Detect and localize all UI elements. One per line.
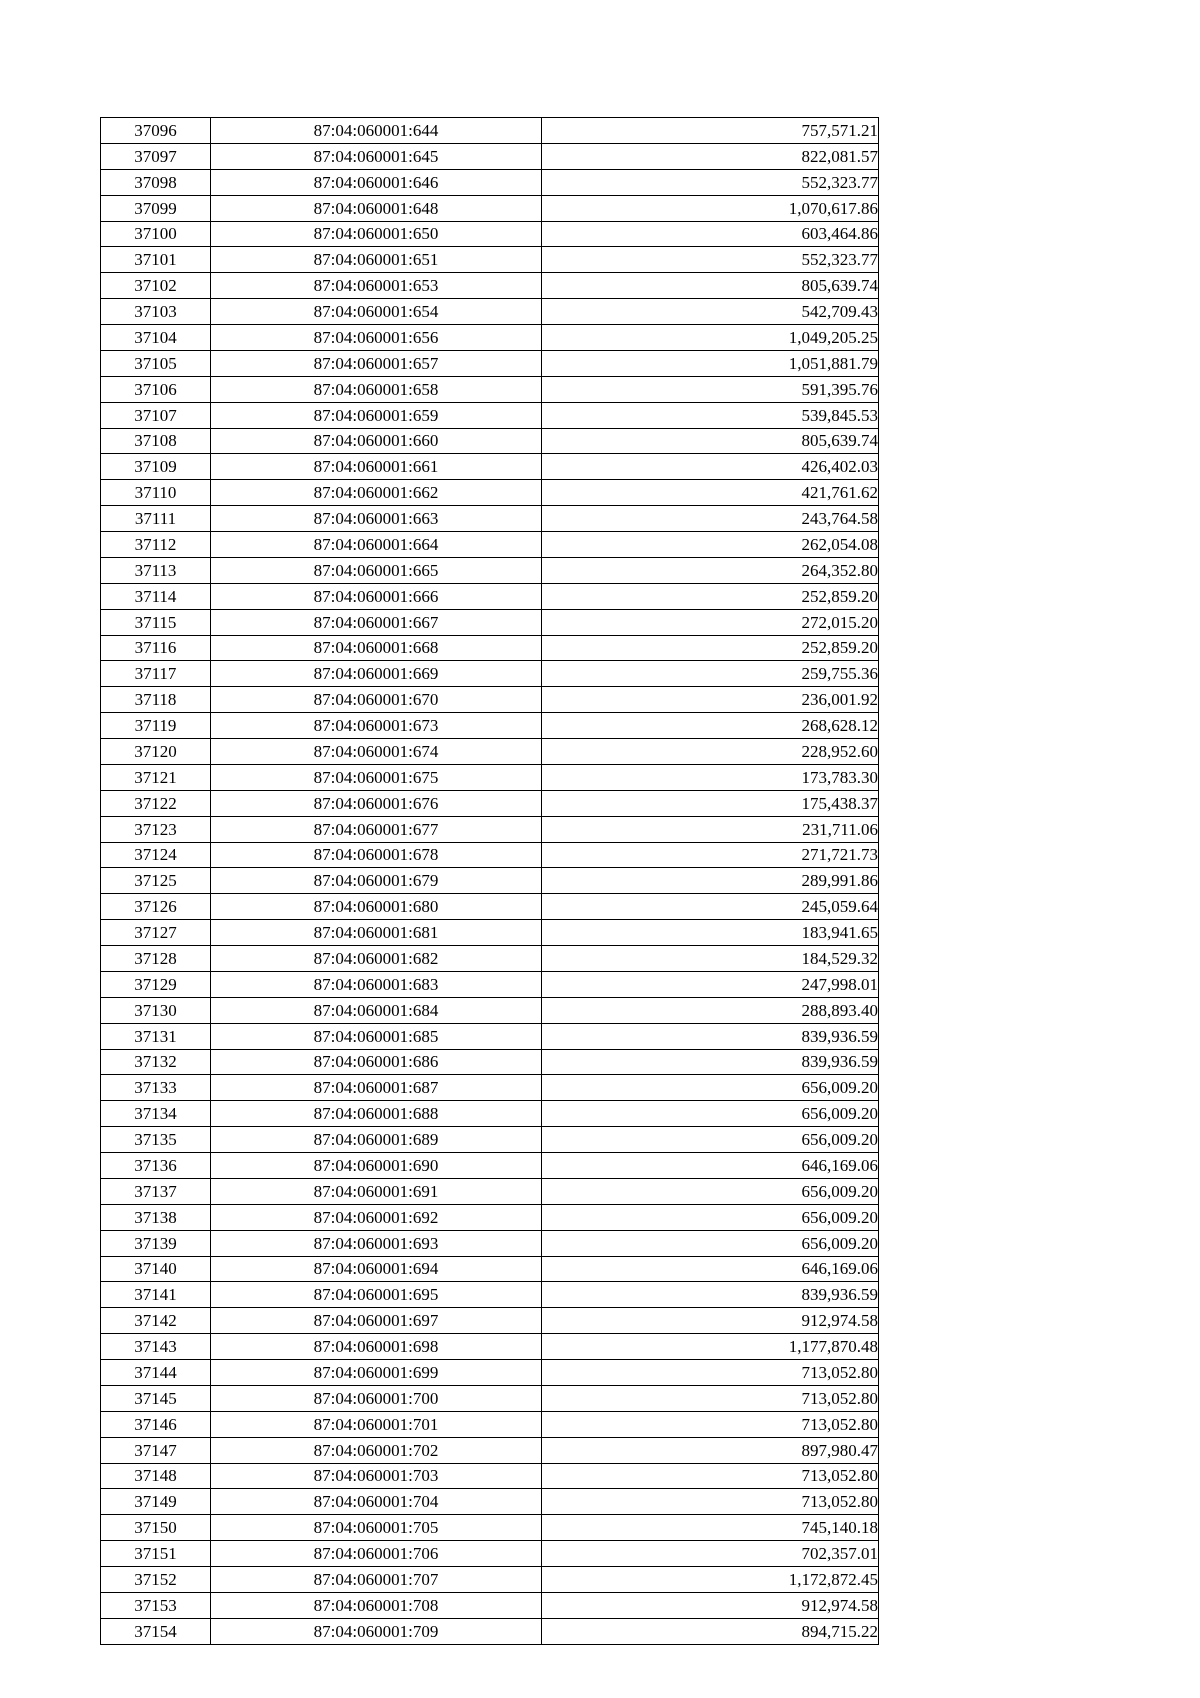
row-number: 37146 — [101, 1411, 211, 1437]
cadastral-value: 264,352.80 — [542, 557, 879, 583]
cadastral-value: 1,172,872.45 — [542, 1567, 879, 1593]
table-row — [101, 532, 879, 558]
row-number: 37141 — [101, 1282, 211, 1308]
row-number: 37119 — [101, 713, 211, 739]
cadastral-value: 745,140.18 — [542, 1515, 879, 1541]
row-number: 37126 — [101, 894, 211, 920]
cadastral-value: 713,052.80 — [542, 1463, 879, 1489]
cadastral-value: 271,721.73 — [542, 842, 879, 868]
table-row — [101, 1515, 879, 1541]
cadastral-number: 87:04:060001:646 — [211, 169, 542, 195]
cadastral-number: 87:04:060001:651 — [211, 247, 542, 273]
table-row — [101, 1101, 879, 1127]
cadastral-value: 552,323.77 — [542, 247, 879, 273]
cadastral-value: 839,936.59 — [542, 1049, 879, 1075]
row-number: 37110 — [101, 480, 211, 506]
cadastral-value: 646,169.06 — [542, 1256, 879, 1282]
table-row — [101, 1592, 879, 1618]
row-number: 37134 — [101, 1101, 211, 1127]
cadastral-value: 552,323.77 — [542, 169, 879, 195]
table-row — [101, 687, 879, 713]
row-number: 37140 — [101, 1256, 211, 1282]
cadastral-value: 1,070,617.86 — [542, 195, 879, 221]
cadastral-number: 87:04:060001:675 — [211, 764, 542, 790]
table-row — [101, 1049, 879, 1075]
cadastral-number: 87:04:060001:708 — [211, 1592, 542, 1618]
cadastral-number: 87:04:060001:667 — [211, 609, 542, 635]
row-number: 37143 — [101, 1334, 211, 1360]
table-row — [101, 350, 879, 376]
cadastral-value: 288,893.40 — [542, 997, 879, 1023]
row-number: 37124 — [101, 842, 211, 868]
cadastral-number: 87:04:060001:673 — [211, 713, 542, 739]
cadastral-value: 713,052.80 — [542, 1411, 879, 1437]
row-number: 37100 — [101, 221, 211, 247]
cadastral-value: 183,941.65 — [542, 920, 879, 946]
table-row — [101, 1075, 879, 1101]
cadastral-number: 87:04:060001:653 — [211, 273, 542, 299]
cadastral-number: 87:04:060001:662 — [211, 480, 542, 506]
cadastral-number: 87:04:060001:677 — [211, 816, 542, 842]
row-number: 37096 — [101, 118, 211, 144]
table-row — [101, 816, 879, 842]
cadastral-number: 87:04:060001:695 — [211, 1282, 542, 1308]
cadastral-number: 87:04:060001:669 — [211, 661, 542, 687]
table-row — [101, 118, 879, 144]
table-row — [101, 946, 879, 972]
cadastral-value: 656,009.20 — [542, 1127, 879, 1153]
table-row — [101, 1567, 879, 1593]
cadastral-number: 87:04:060001:699 — [211, 1360, 542, 1386]
cadastral-value: 656,009.20 — [542, 1101, 879, 1127]
row-number: 37103 — [101, 299, 211, 325]
table-row — [101, 143, 879, 169]
row-number: 37099 — [101, 195, 211, 221]
cadastral-number: 87:04:060001:683 — [211, 971, 542, 997]
cadastral-value: 805,639.74 — [542, 273, 879, 299]
cadastral-number: 87:04:060001:688 — [211, 1101, 542, 1127]
cadastral-number: 87:04:060001:679 — [211, 868, 542, 894]
row-number: 37113 — [101, 557, 211, 583]
row-number: 37101 — [101, 247, 211, 273]
table-row — [101, 454, 879, 480]
cadastral-number: 87:04:060001:703 — [211, 1463, 542, 1489]
row-number: 37115 — [101, 609, 211, 635]
cadastral-number: 87:04:060001:704 — [211, 1489, 542, 1515]
cadastral-value: 184,529.32 — [542, 946, 879, 972]
cadastral-value: 245,059.64 — [542, 894, 879, 920]
cadastral-value: 646,169.06 — [542, 1153, 879, 1179]
table-row — [101, 195, 879, 221]
cadastral-value: 262,054.08 — [542, 532, 879, 558]
table-row — [101, 480, 879, 506]
row-number: 37112 — [101, 532, 211, 558]
table-row — [101, 1360, 879, 1386]
table-row — [101, 997, 879, 1023]
cadastral-value: 228,952.60 — [542, 739, 879, 765]
row-number: 37130 — [101, 997, 211, 1023]
cadastral-number: 87:04:060001:687 — [211, 1075, 542, 1101]
cadastral-value: 426,402.03 — [542, 454, 879, 480]
table-row — [101, 221, 879, 247]
table-row — [101, 739, 879, 765]
cadastral-value: 656,009.20 — [542, 1230, 879, 1256]
table-row — [101, 1489, 879, 1515]
cadastral-number: 87:04:060001:678 — [211, 842, 542, 868]
cadastral-number: 87:04:060001:685 — [211, 1023, 542, 1049]
cadastral-value: 252,859.20 — [542, 635, 879, 661]
cadastral-number: 87:04:060001:660 — [211, 428, 542, 454]
cadastral-value: 421,761.62 — [542, 480, 879, 506]
table-row — [101, 299, 879, 325]
cadastral-value: 1,051,881.79 — [542, 350, 879, 376]
row-number: 37147 — [101, 1437, 211, 1463]
cadastral-number: 87:04:060001:692 — [211, 1204, 542, 1230]
table-row — [101, 506, 879, 532]
cadastral-value: 757,571.21 — [542, 118, 879, 144]
row-number: 37097 — [101, 143, 211, 169]
table-row — [101, 920, 879, 946]
table-row — [101, 1385, 879, 1411]
row-number: 37127 — [101, 920, 211, 946]
cadastral-value: 912,974.58 — [542, 1592, 879, 1618]
cadastral-number: 87:04:060001:657 — [211, 350, 542, 376]
table-row — [101, 169, 879, 195]
table-row — [101, 1256, 879, 1282]
cadastral-value: 252,859.20 — [542, 583, 879, 609]
cadastral-value: 173,783.30 — [542, 764, 879, 790]
cadastral-number: 87:04:060001:658 — [211, 376, 542, 402]
cadastral-value: 243,764.58 — [542, 506, 879, 532]
table-row — [101, 1178, 879, 1204]
cadastral-value: 268,628.12 — [542, 713, 879, 739]
row-number: 37144 — [101, 1360, 211, 1386]
row-number: 37104 — [101, 325, 211, 351]
cadastral-number: 87:04:060001:665 — [211, 557, 542, 583]
cadastral-number: 87:04:060001:694 — [211, 1256, 542, 1282]
cadastral-value: 175,438.37 — [542, 790, 879, 816]
row-number: 37108 — [101, 428, 211, 454]
table-row — [101, 402, 879, 428]
table-row — [101, 557, 879, 583]
cadastral-value: 713,052.80 — [542, 1489, 879, 1515]
row-number: 37131 — [101, 1023, 211, 1049]
cadastral-number: 87:04:060001:676 — [211, 790, 542, 816]
row-number: 37107 — [101, 402, 211, 428]
row-number: 37106 — [101, 376, 211, 402]
table-row — [101, 1334, 879, 1360]
cadastral-number: 87:04:060001:654 — [211, 299, 542, 325]
table-body — [101, 118, 879, 1645]
row-number: 37098 — [101, 169, 211, 195]
table-row — [101, 1153, 879, 1179]
row-number: 37120 — [101, 739, 211, 765]
cadastral-number: 87:04:060001:701 — [211, 1411, 542, 1437]
cadastral-number: 87:04:060001:648 — [211, 195, 542, 221]
cadastral-number: 87:04:060001:663 — [211, 506, 542, 532]
row-number: 37137 — [101, 1178, 211, 1204]
table-row — [101, 1230, 879, 1256]
cadastral-value: 542,709.43 — [542, 299, 879, 325]
row-number: 37153 — [101, 1592, 211, 1618]
table-row — [101, 583, 879, 609]
cadastral-number: 87:04:060001:674 — [211, 739, 542, 765]
row-number: 37122 — [101, 790, 211, 816]
row-number: 37138 — [101, 1204, 211, 1230]
cadastral-number: 87:04:060001:698 — [211, 1334, 542, 1360]
table-row — [101, 790, 879, 816]
table-row — [101, 635, 879, 661]
table-row — [101, 661, 879, 687]
cadastral-value: 713,052.80 — [542, 1385, 879, 1411]
table-row — [101, 868, 879, 894]
cadastral-value: 897,980.47 — [542, 1437, 879, 1463]
row-number: 37125 — [101, 868, 211, 894]
cadastral-number: 87:04:060001:706 — [211, 1541, 542, 1567]
cadastral-number: 87:04:060001:709 — [211, 1618, 542, 1644]
row-number: 37109 — [101, 454, 211, 480]
cadastral-value: 894,715.22 — [542, 1618, 879, 1644]
row-number: 37152 — [101, 1567, 211, 1593]
table-row — [101, 1127, 879, 1153]
table-row — [101, 764, 879, 790]
table-row — [101, 1308, 879, 1334]
table-row — [101, 1618, 879, 1644]
table-row — [101, 325, 879, 351]
cadastral-value: 713,052.80 — [542, 1360, 879, 1386]
cadastral-value: 1,049,205.25 — [542, 325, 879, 351]
row-number: 37129 — [101, 971, 211, 997]
table-row — [101, 1463, 879, 1489]
cadastral-number: 87:04:060001:702 — [211, 1437, 542, 1463]
cadastral-value: 289,991.86 — [542, 868, 879, 894]
cadastral-value: 236,001.92 — [542, 687, 879, 713]
cadastral-value: 702,357.01 — [542, 1541, 879, 1567]
row-number: 37114 — [101, 583, 211, 609]
table-row — [101, 1541, 879, 1567]
cadastral-value: 656,009.20 — [542, 1075, 879, 1101]
cadastral-value: 1,177,870.48 — [542, 1334, 879, 1360]
cadastral-number: 87:04:060001:666 — [211, 583, 542, 609]
cadastral-value: 839,936.59 — [542, 1023, 879, 1049]
cadastral-number: 87:04:060001:707 — [211, 1567, 542, 1593]
cadastral-value: 247,998.01 — [542, 971, 879, 997]
table-row — [101, 1023, 879, 1049]
cadastral-number: 87:04:060001:659 — [211, 402, 542, 428]
cadastral-value: 912,974.58 — [542, 1308, 879, 1334]
cadastral-number: 87:04:060001:691 — [211, 1178, 542, 1204]
cadastral-number: 87:04:060001:684 — [211, 997, 542, 1023]
table-row — [101, 971, 879, 997]
cadastral-value: 231,711.06 — [542, 816, 879, 842]
table-row — [101, 273, 879, 299]
cadastral-number: 87:04:060001:680 — [211, 894, 542, 920]
row-number: 37135 — [101, 1127, 211, 1153]
table-row — [101, 842, 879, 868]
table-row — [101, 428, 879, 454]
cadastral-number: 87:04:060001:700 — [211, 1385, 542, 1411]
row-number: 37154 — [101, 1618, 211, 1644]
cadastral-value: 839,936.59 — [542, 1282, 879, 1308]
row-number: 37117 — [101, 661, 211, 687]
row-number: 37139 — [101, 1230, 211, 1256]
cadastral-number: 87:04:060001:693 — [211, 1230, 542, 1256]
cadastral-value: 805,639.74 — [542, 428, 879, 454]
cadastral-number: 87:04:060001:697 — [211, 1308, 542, 1334]
table-row — [101, 894, 879, 920]
row-number: 37150 — [101, 1515, 211, 1541]
cadastral-value: 272,015.20 — [542, 609, 879, 635]
row-number: 37105 — [101, 350, 211, 376]
cadastral-number: 87:04:060001:670 — [211, 687, 542, 713]
row-number: 37121 — [101, 764, 211, 790]
row-number: 37149 — [101, 1489, 211, 1515]
row-number: 37145 — [101, 1385, 211, 1411]
cadastral-number: 87:04:060001:664 — [211, 532, 542, 558]
row-number: 37102 — [101, 273, 211, 299]
row-number: 37132 — [101, 1049, 211, 1075]
cadastral-number: 87:04:060001:656 — [211, 325, 542, 351]
row-number: 37116 — [101, 635, 211, 661]
row-number: 37118 — [101, 687, 211, 713]
row-number: 37128 — [101, 946, 211, 972]
table-row — [101, 1411, 879, 1437]
cadastral-number: 87:04:060001:661 — [211, 454, 542, 480]
cadastral-number: 87:04:060001:644 — [211, 118, 542, 144]
cadastral-number: 87:04:060001:682 — [211, 946, 542, 972]
row-number: 37123 — [101, 816, 211, 842]
row-number: 37142 — [101, 1308, 211, 1334]
row-number: 37111 — [101, 506, 211, 532]
table-row — [101, 1204, 879, 1230]
cadastral-number: 87:04:060001:686 — [211, 1049, 542, 1075]
cadastral-value: 822,081.57 — [542, 143, 879, 169]
table-row — [101, 713, 879, 739]
cadastral-number: 87:04:060001:690 — [211, 1153, 542, 1179]
cadastral-value: 656,009.20 — [542, 1204, 879, 1230]
cadastral-value-table — [100, 117, 879, 1645]
cadastral-number: 87:04:060001:705 — [211, 1515, 542, 1541]
cadastral-value: 603,464.86 — [542, 221, 879, 247]
cadastral-number: 87:04:060001:668 — [211, 635, 542, 661]
row-number: 37133 — [101, 1075, 211, 1101]
table-row — [101, 376, 879, 402]
cadastral-value: 259,755.36 — [542, 661, 879, 687]
table-row — [101, 1282, 879, 1308]
cadastral-number: 87:04:060001:681 — [211, 920, 542, 946]
table-row — [101, 1437, 879, 1463]
table-row — [101, 247, 879, 273]
cadastral-number: 87:04:060001:689 — [211, 1127, 542, 1153]
cadastral-number: 87:04:060001:645 — [211, 143, 542, 169]
cadastral-value: 591,395.76 — [542, 376, 879, 402]
cadastral-number: 87:04:060001:650 — [211, 221, 542, 247]
row-number: 37148 — [101, 1463, 211, 1489]
cadastral-value: 539,845.53 — [542, 402, 879, 428]
row-number: 37136 — [101, 1153, 211, 1179]
cadastral-value: 656,009.20 — [542, 1178, 879, 1204]
row-number: 37151 — [101, 1541, 211, 1567]
table-row — [101, 609, 879, 635]
